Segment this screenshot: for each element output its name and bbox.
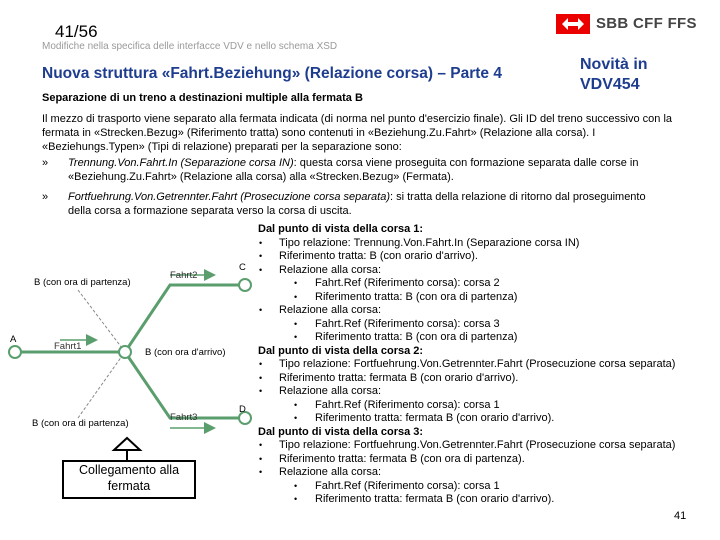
bullet-dot-icon: •: [294, 413, 298, 423]
label-station-a: A: [10, 334, 17, 345]
bullet-dot-icon: •: [259, 305, 263, 315]
bullet-dot-icon: •: [294, 291, 298, 302]
bullet-description: : si tratta della relazione di ritorno dal proseguimento della corsa a formazione separata verso la corsa di uscita.: [68, 191, 646, 217]
label-b-arrivo: B (con ora d'arrivo): [145, 347, 226, 358]
bullet-dot-icon: •: [294, 318, 298, 329]
relation-line: [258, 466, 708, 480]
intro-paragraph: Il mezzo di trasporto viene separato alla fermata indicata (di norma nel punto d'esercizio finale). Gli ID del treno successivo con la fermata in «Strecken.Bezug» (Riferimento tratta) sono contenuti in «Beziehung.Zu.Fahrt» (Relazione alla corsa). I «Beziehungs.Typen» (Tipi di relazione) preparati per la separazione sono:: [42, 113, 673, 153]
relation-line-text: Riferimento tratta: B (con orario d'arrivo).: [279, 250, 478, 262]
label-fahrt1: Fahrt1: [54, 341, 82, 352]
bullet-dot-icon: •: [259, 453, 263, 464]
relation-line: [258, 304, 708, 318]
page-title: Nuova struttura «Fahrt.Beziehung» (Relazione corsa) – Parte 4: [42, 65, 502, 82]
page-indicator: 41/56: [55, 22, 98, 41]
relation-line-text: Riferimento tratta: B (con ora di partenza): [315, 290, 518, 303]
relation-line: [258, 372, 708, 386]
footer-page-number: 41: [674, 510, 687, 522]
perspective-heading: [258, 223, 708, 237]
relation-line-text: Fahrt.Ref (Riferimento corsa): corsa 2: [315, 277, 500, 289]
relation-line-text: Fahrt.Ref (Riferimento corsa): corsa 1: [315, 398, 500, 411]
relation-line-text: Tipo relazione: Trennung.Von.Fahrt.In (Separazione corsa IN): [279, 236, 580, 249]
bullet-dot-icon: •: [259, 251, 263, 261]
station-c-marker: [239, 279, 251, 291]
relation-line: [258, 358, 708, 372]
bullet-dot-icon: •: [294, 494, 298, 504]
bullet-dot-icon: •: [259, 359, 263, 369]
station-b-marker: [119, 346, 131, 358]
label-fahrt2: Fahrt2: [170, 270, 198, 281]
bullet-italic-term: Trennung.Von.Fahrt.In (Separazione corsa IN): [68, 157, 294, 169]
sbb-logo-text: SBB CFF FFS: [596, 15, 697, 32]
label-station-c: C: [239, 262, 246, 273]
relation-line: [258, 493, 708, 507]
relation-line-text: Tipo relazione: Fortfuehrung.Von.Getrennter.Fahrt (Prosecuzione corsa separata): [279, 358, 676, 370]
relation-line-text: Riferimento tratta: fermata B (con orario d'arrivo).: [315, 493, 555, 505]
novita-badge-line2: VDV454: [580, 76, 640, 93]
bullet-dot-icon: •: [294, 278, 298, 288]
label-fahrt3: Fahrt3: [170, 412, 198, 423]
relation-line-text: Dal punto di vista della corsa 2:: [258, 344, 424, 357]
collegamento-arrow-icon: [114, 438, 140, 462]
header-subheading: Modifiche nella specifica delle interfacce VDV e nello schema XSD: [42, 41, 338, 52]
bullet-dot-icon: •: [294, 399, 298, 410]
bullet-dot-icon: •: [259, 386, 263, 396]
bullet-dot-icon: •: [259, 237, 263, 248]
bullet-dot-icon: •: [259, 372, 263, 383]
bullet-dot-icon: •: [259, 467, 263, 477]
relation-line-text: Relazione alla corsa:: [279, 385, 382, 397]
track-fahrt3: [125, 352, 245, 418]
bullet-description: : questa corsa viene proseguita con formazione separata dalle corse in «Beziehung.Zu.Fahrt» (Relazione alla corsa) alla «Strecken.Bezug» (Fermata).: [68, 157, 639, 183]
bullet-marker: »: [42, 191, 49, 203]
relation-line-text: Relazione alla corsa:: [279, 466, 382, 478]
pointer-b-partenza-bottom: [78, 356, 122, 418]
novita-badge-line1: Novità in: [580, 56, 648, 73]
relation-line: [258, 331, 708, 345]
relation-line: [258, 385, 708, 399]
relation-line-text: Relazione alla corsa:: [279, 263, 382, 276]
label-station-d: D: [239, 404, 246, 415]
relation-line: [258, 439, 708, 453]
relation-line: [258, 453, 708, 467]
station-a-marker: [9, 346, 21, 358]
collegamento-box: Collegamento alla fermata: [62, 460, 196, 499]
relation-line-text: Riferimento tratta: fermata B (con orario d'arrivo).: [279, 371, 519, 384]
relation-line: [258, 277, 708, 291]
relation-line-text: Riferimento tratta: fermata B (con orario d'arrivo).: [315, 412, 555, 424]
bullet-dot-icon: •: [259, 264, 263, 275]
relation-line: [258, 399, 708, 413]
relation-line-text: Riferimento tratta: B (con ora di partenza): [315, 331, 518, 343]
bullet-italic-term: Fortfuehrung.Von.Getrennter.Fahrt (Prosecuzione corsa separata): [68, 191, 391, 203]
relation-line-text: Dal punto di vista della corsa 3:: [258, 425, 424, 438]
relation-line: [258, 237, 708, 251]
relation-line: [258, 318, 708, 332]
relation-details: [258, 223, 708, 507]
relation-line: [258, 412, 708, 426]
perspective-heading: [258, 345, 708, 359]
relation-line-text: Riferimento tratta: fermata B (con ora di partenza).: [279, 452, 525, 465]
relation-line-text: Relazione alla corsa:: [279, 304, 382, 316]
bullet-dot-icon: •: [259, 440, 263, 450]
relation-line: [258, 480, 708, 494]
relation-line: [258, 250, 708, 264]
bullet-marker: »: [42, 157, 49, 169]
section-subtitle: Separazione di un treno a destinazioni multiple alla fermata B: [42, 92, 363, 104]
label-b-partenza-bottom: B (con ora di partenza): [32, 418, 129, 429]
track-fahrt2: [125, 285, 245, 352]
relation-line: [258, 264, 708, 278]
relation-line-text: Tipo relazione: Fortfuehrung.Von.Getrennter.Fahrt (Prosecuzione corsa separata): [279, 439, 676, 451]
relation-line-text: Fahrt.Ref (Riferimento corsa): corsa 3: [315, 317, 500, 330]
bullet-dot-icon: •: [294, 332, 298, 342]
bullet-dot-icon: •: [294, 480, 298, 491]
relation-line-text: Dal punto di vista della corsa 1:: [258, 223, 424, 235]
relation-line: [258, 291, 708, 305]
label-b-partenza-top: B (con ora di partenza): [34, 277, 131, 288]
perspective-heading: [258, 426, 708, 440]
relation-line-text: Fahrt.Ref (Riferimento corsa): corsa 1: [315, 479, 500, 492]
